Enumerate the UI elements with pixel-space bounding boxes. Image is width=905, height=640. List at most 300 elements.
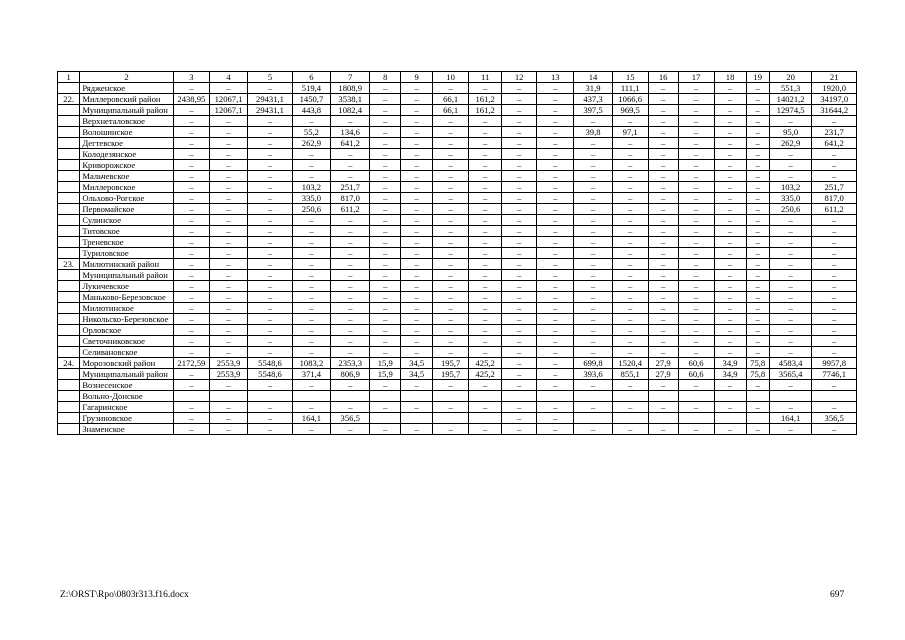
value-cell: – xyxy=(537,127,574,138)
column-number-cell: 6 xyxy=(292,72,330,83)
value-cell: – xyxy=(678,215,714,226)
value-cell: – xyxy=(248,270,293,281)
settlement-name-cell: Верхнеталовское xyxy=(80,116,174,127)
value-cell: – xyxy=(678,380,714,391)
table-row xyxy=(58,226,857,237)
value-cell: – xyxy=(469,325,502,336)
value-cell: – xyxy=(370,138,401,149)
value-cell: – xyxy=(502,215,537,226)
value-cell: 1083,2 xyxy=(292,358,330,369)
value-cell: – xyxy=(370,314,401,325)
row-number-cell xyxy=(58,292,80,303)
value-cell: – xyxy=(433,204,469,215)
value-cell: 9957,8 xyxy=(812,358,857,369)
value-cell: – xyxy=(537,402,574,413)
value-cell: – xyxy=(574,149,612,160)
row-number-cell xyxy=(58,149,80,160)
value-cell: 27,9 xyxy=(648,358,678,369)
value-cell: – xyxy=(678,292,714,303)
value-cell xyxy=(769,391,812,402)
table-row xyxy=(58,281,857,292)
value-cell: – xyxy=(173,325,209,336)
settlement-name-cell: Первомайское xyxy=(80,204,174,215)
value-cell: – xyxy=(248,259,293,270)
value-cell: – xyxy=(678,171,714,182)
value-cell: – xyxy=(574,281,612,292)
value-cell: – xyxy=(678,336,714,347)
row-number-cell: 23. xyxy=(58,259,80,270)
value-cell xyxy=(746,413,769,424)
value-cell xyxy=(433,413,469,424)
value-cell: – xyxy=(812,149,857,160)
value-cell xyxy=(370,413,401,424)
settlement-name-cell: Селивановское xyxy=(80,347,174,358)
value-cell: – xyxy=(537,182,574,193)
row-number-cell xyxy=(58,138,80,149)
value-cell: – xyxy=(746,270,769,281)
value-cell: – xyxy=(502,259,537,270)
value-cell: 251,7 xyxy=(812,182,857,193)
value-cell: – xyxy=(574,270,612,281)
value-cell: – xyxy=(433,325,469,336)
value-cell: – xyxy=(173,237,209,248)
row-number-cell xyxy=(58,347,80,358)
value-cell: – xyxy=(469,380,502,391)
value-cell: – xyxy=(612,182,648,193)
value-cell: – xyxy=(502,94,537,105)
table-row xyxy=(58,215,857,226)
value-cell: – xyxy=(469,83,502,94)
value-cell: – xyxy=(648,171,678,182)
value-cell: – xyxy=(433,83,469,94)
value-cell: – xyxy=(714,127,746,138)
value-cell: – xyxy=(648,237,678,248)
value-cell: – xyxy=(537,303,574,314)
value-cell: – xyxy=(502,347,537,358)
value-cell: – xyxy=(370,83,401,94)
value-cell: – xyxy=(746,226,769,237)
value-cell: – xyxy=(502,380,537,391)
value-cell: – xyxy=(812,325,857,336)
value-cell: – xyxy=(173,160,209,171)
value-cell: – xyxy=(209,237,247,248)
value-cell: – xyxy=(173,204,209,215)
column-number-cell: 3 xyxy=(173,72,209,83)
value-cell xyxy=(209,391,247,402)
value-cell: – xyxy=(173,380,209,391)
column-number-cell: 8 xyxy=(370,72,401,83)
value-cell: – xyxy=(678,138,714,149)
table-row xyxy=(58,237,857,248)
value-cell: – xyxy=(678,259,714,270)
value-cell: – xyxy=(209,204,247,215)
value-cell: – xyxy=(469,248,502,259)
value-cell: – xyxy=(612,347,648,358)
value-cell: – xyxy=(537,413,574,424)
value-cell: – xyxy=(769,237,812,248)
value-cell: 356,5 xyxy=(812,413,857,424)
value-cell: – xyxy=(537,336,574,347)
value-cell: 66,1 xyxy=(433,94,469,105)
value-cell: – xyxy=(209,292,247,303)
value-cell xyxy=(612,391,648,402)
value-cell: – xyxy=(574,226,612,237)
value-cell: – xyxy=(248,281,293,292)
value-cell: – xyxy=(574,424,612,435)
value-cell: 195,7 xyxy=(433,358,469,369)
value-cell: 39,8 xyxy=(574,127,612,138)
value-cell: – xyxy=(612,281,648,292)
value-cell: – xyxy=(209,193,247,204)
value-cell: – xyxy=(746,303,769,314)
value-cell: – xyxy=(401,292,433,303)
value-cell: – xyxy=(433,193,469,204)
value-cell: 103,2 xyxy=(769,182,812,193)
value-cell: – xyxy=(173,303,209,314)
column-number-cell: 7 xyxy=(331,72,370,83)
value-cell: 12974,5 xyxy=(769,105,812,116)
value-cell: – xyxy=(502,226,537,237)
row-number-cell xyxy=(58,281,80,292)
value-cell: – xyxy=(370,204,401,215)
value-cell: – xyxy=(331,325,370,336)
value-cell: – xyxy=(248,160,293,171)
value-cell: – xyxy=(502,193,537,204)
value-cell: – xyxy=(502,160,537,171)
value-cell: – xyxy=(292,281,330,292)
value-cell: – xyxy=(173,336,209,347)
value-cell: – xyxy=(812,424,857,435)
value-cell: – xyxy=(648,193,678,204)
row-number-cell xyxy=(58,424,80,435)
value-cell: – xyxy=(574,380,612,391)
value-cell: – xyxy=(331,215,370,226)
value-cell: – xyxy=(401,424,433,435)
value-cell: – xyxy=(769,402,812,413)
value-cell: – xyxy=(537,138,574,149)
value-cell: – xyxy=(173,193,209,204)
value-cell: 60,6 xyxy=(678,358,714,369)
value-cell: – xyxy=(173,259,209,270)
value-cell: 425,2 xyxy=(469,369,502,380)
value-cell: – xyxy=(209,380,247,391)
table-row xyxy=(58,105,857,116)
value-cell: – xyxy=(469,193,502,204)
row-number-cell xyxy=(58,127,80,138)
value-cell xyxy=(648,391,678,402)
value-cell: – xyxy=(612,270,648,281)
value-cell: – xyxy=(401,94,433,105)
value-cell: – xyxy=(469,160,502,171)
value-cell: – xyxy=(537,105,574,116)
table-row xyxy=(58,171,857,182)
value-cell: 29431,1 xyxy=(248,94,293,105)
value-cell: – xyxy=(401,270,433,281)
value-cell: – xyxy=(370,270,401,281)
value-cell: – xyxy=(502,171,537,182)
value-cell: – xyxy=(370,336,401,347)
value-cell: – xyxy=(648,138,678,149)
value-cell: – xyxy=(574,259,612,270)
value-cell: – xyxy=(648,83,678,94)
value-cell: – xyxy=(331,259,370,270)
settlement-name-cell: Морозовский район xyxy=(80,358,174,369)
value-cell: 1450,7 xyxy=(292,94,330,105)
row-number-cell xyxy=(58,413,80,424)
value-cell: – xyxy=(812,237,857,248)
value-cell: – xyxy=(370,237,401,248)
value-cell: 12067,1 xyxy=(209,105,247,116)
value-cell: – xyxy=(248,138,293,149)
value-cell: – xyxy=(401,171,433,182)
column-number-cell: 16 xyxy=(648,72,678,83)
value-cell: – xyxy=(173,215,209,226)
value-cell: – xyxy=(433,259,469,270)
value-cell: – xyxy=(433,303,469,314)
value-cell: – xyxy=(173,424,209,435)
value-cell: – xyxy=(433,182,469,193)
value-cell: 611,2 xyxy=(812,204,857,215)
value-cell: – xyxy=(612,402,648,413)
value-cell: – xyxy=(331,171,370,182)
table-row xyxy=(58,303,857,314)
value-cell: 161,2 xyxy=(469,94,502,105)
value-cell: – xyxy=(469,204,502,215)
settlement-name-cell: Орловское xyxy=(80,325,174,336)
column-number-cell: 11 xyxy=(469,72,502,83)
value-cell: – xyxy=(648,160,678,171)
value-cell: – xyxy=(648,314,678,325)
value-cell: – xyxy=(537,171,574,182)
value-cell: – xyxy=(612,138,648,149)
value-cell: 551,3 xyxy=(769,83,812,94)
settlement-name-cell: Лукичевское xyxy=(80,281,174,292)
value-cell: – xyxy=(678,347,714,358)
value-cell: 12067,1 xyxy=(209,94,247,105)
value-cell: – xyxy=(209,347,247,358)
value-cell: – xyxy=(714,281,746,292)
value-cell: 2353,3 xyxy=(331,358,370,369)
value-cell: – xyxy=(331,270,370,281)
value-cell: – xyxy=(433,149,469,160)
header-row xyxy=(58,72,857,83)
value-cell: – xyxy=(574,182,612,193)
value-cell: – xyxy=(648,226,678,237)
settlement-name-cell: Криворожское xyxy=(80,160,174,171)
value-cell: – xyxy=(678,116,714,127)
value-cell: – xyxy=(173,347,209,358)
value-cell: – xyxy=(173,105,209,116)
value-cell: – xyxy=(612,237,648,248)
value-cell: – xyxy=(537,358,574,369)
value-cell: – xyxy=(746,347,769,358)
value-cell: 2438,95 xyxy=(173,94,209,105)
value-cell: – xyxy=(502,105,537,116)
value-cell: – xyxy=(248,424,293,435)
value-cell: – xyxy=(769,380,812,391)
settlement-name-cell: Волошинское xyxy=(80,127,174,138)
settlement-name-cell: Муниципальный район xyxy=(80,270,174,281)
value-cell: – xyxy=(370,171,401,182)
value-cell: – xyxy=(401,237,433,248)
value-cell: 437,3 xyxy=(574,94,612,105)
value-cell: – xyxy=(248,116,293,127)
value-cell: – xyxy=(292,149,330,160)
table-row xyxy=(58,149,857,160)
value-cell: – xyxy=(331,149,370,160)
value-cell: – xyxy=(612,215,648,226)
value-cell: – xyxy=(746,259,769,270)
value-cell: – xyxy=(401,380,433,391)
row-number-cell xyxy=(58,336,80,347)
value-cell: – xyxy=(537,380,574,391)
value-cell: – xyxy=(612,248,648,259)
settlement-name-cell: Грузиновское xyxy=(80,413,174,424)
value-cell: – xyxy=(678,94,714,105)
column-number-cell: 5 xyxy=(248,72,293,83)
value-cell xyxy=(433,391,469,402)
value-cell xyxy=(502,391,537,402)
value-cell: – xyxy=(248,402,293,413)
value-cell: – xyxy=(401,182,433,193)
table-row xyxy=(58,270,857,281)
value-cell: – xyxy=(209,116,247,127)
value-cell: 27,9 xyxy=(648,369,678,380)
value-cell: – xyxy=(714,237,746,248)
value-cell: – xyxy=(248,314,293,325)
value-cell: – xyxy=(769,292,812,303)
value-cell: – xyxy=(433,336,469,347)
value-cell: – xyxy=(502,138,537,149)
value-cell: 2172,59 xyxy=(173,358,209,369)
value-cell: – xyxy=(433,116,469,127)
value-cell: – xyxy=(292,380,330,391)
value-cell: – xyxy=(678,314,714,325)
value-cell: – xyxy=(714,270,746,281)
value-cell: – xyxy=(401,402,433,413)
value-cell: – xyxy=(746,424,769,435)
value-cell: – xyxy=(537,424,574,435)
value-cell: – xyxy=(537,116,574,127)
settlement-name-cell: Рядженское xyxy=(80,83,174,94)
value-cell: 5548,6 xyxy=(248,358,293,369)
table-row xyxy=(58,358,857,369)
value-cell: 7746,1 xyxy=(812,369,857,380)
value-cell: – xyxy=(401,281,433,292)
value-cell: – xyxy=(502,116,537,127)
settlement-name-cell: Туриловское xyxy=(80,248,174,259)
value-cell: – xyxy=(502,149,537,160)
table-row xyxy=(58,160,857,171)
value-cell: – xyxy=(248,171,293,182)
value-cell: – xyxy=(292,325,330,336)
value-cell: 855,1 xyxy=(612,369,648,380)
value-cell: 103,2 xyxy=(292,182,330,193)
value-cell: 29431,1 xyxy=(248,105,293,116)
value-cell: – xyxy=(173,292,209,303)
value-cell: – xyxy=(812,248,857,259)
row-number-cell xyxy=(58,369,80,380)
value-cell: – xyxy=(292,336,330,347)
value-cell: – xyxy=(612,380,648,391)
value-cell: 66,1 xyxy=(433,105,469,116)
value-cell: – xyxy=(678,149,714,160)
value-cell: 641,2 xyxy=(812,138,857,149)
value-cell: – xyxy=(209,336,247,347)
value-cell: 75,8 xyxy=(746,358,769,369)
value-cell: – xyxy=(401,303,433,314)
value-cell: – xyxy=(714,215,746,226)
value-cell: – xyxy=(648,380,678,391)
row-number-cell xyxy=(58,248,80,259)
value-cell: – xyxy=(502,413,537,424)
value-cell: 34,9 xyxy=(714,369,746,380)
value-cell xyxy=(248,391,293,402)
value-cell: – xyxy=(209,171,247,182)
value-cell: – xyxy=(574,116,612,127)
value-cell xyxy=(331,391,370,402)
value-cell: – xyxy=(612,171,648,182)
value-cell: – xyxy=(173,281,209,292)
value-cell: – xyxy=(469,127,502,138)
row-number-cell xyxy=(58,193,80,204)
value-cell: – xyxy=(769,248,812,259)
value-cell: – xyxy=(401,259,433,270)
value-cell: – xyxy=(746,127,769,138)
value-cell: – xyxy=(502,292,537,303)
settlement-name-cell: Никольско-Березовское xyxy=(80,314,174,325)
row-number-cell xyxy=(58,105,80,116)
row-number-cell xyxy=(58,270,80,281)
value-cell: – xyxy=(209,83,247,94)
value-cell: – xyxy=(209,314,247,325)
value-cell: – xyxy=(537,248,574,259)
value-cell: – xyxy=(769,171,812,182)
value-cell: – xyxy=(292,424,330,435)
value-cell: 195,7 xyxy=(433,369,469,380)
value-cell: – xyxy=(574,314,612,325)
value-cell: – xyxy=(502,182,537,193)
row-number-cell xyxy=(58,314,80,325)
value-cell: – xyxy=(331,292,370,303)
value-cell: – xyxy=(812,402,857,413)
row-number-cell xyxy=(58,391,80,402)
value-cell: – xyxy=(209,281,247,292)
value-cell: – xyxy=(248,204,293,215)
value-cell xyxy=(746,391,769,402)
value-cell: – xyxy=(574,237,612,248)
value-cell: – xyxy=(612,204,648,215)
value-cell: – xyxy=(537,237,574,248)
value-cell: – xyxy=(537,193,574,204)
column-number-cell: 9 xyxy=(401,72,433,83)
value-cell: – xyxy=(714,402,746,413)
value-cell: – xyxy=(433,171,469,182)
value-cell xyxy=(648,413,678,424)
value-cell: 519,4 xyxy=(292,83,330,94)
value-cell: – xyxy=(812,303,857,314)
row-number-cell: 24. xyxy=(58,358,80,369)
value-cell: – xyxy=(209,259,247,270)
value-cell: – xyxy=(537,215,574,226)
value-cell: – xyxy=(502,314,537,325)
value-cell xyxy=(574,391,612,402)
value-cell: – xyxy=(714,303,746,314)
value-cell: – xyxy=(401,160,433,171)
settlement-name-cell: Маньково-Березовское xyxy=(80,292,174,303)
value-cell: – xyxy=(746,149,769,160)
value-cell: – xyxy=(648,248,678,259)
